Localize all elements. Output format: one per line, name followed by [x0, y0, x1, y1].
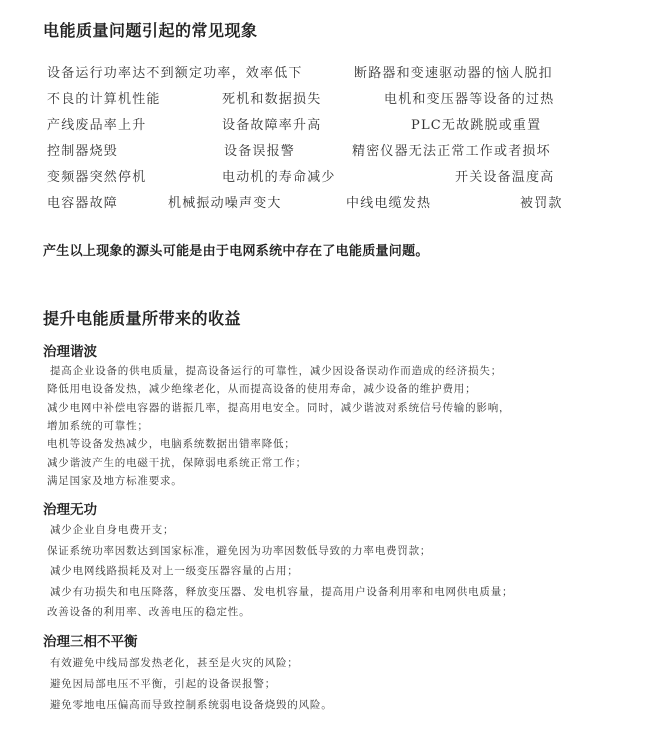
benefit-line: 减少电网线路损耗及对上一级变压器容量的占用； [50, 565, 299, 577]
summary-text: 产生以上现象的源头可能是由于电网系统中存在了电能质量问题。 [43, 244, 429, 259]
phenomenon-item: 不良的计算机性能 [47, 92, 161, 107]
benefit-line: 避免因局部电压不平衡，引起的设备误报警； [50, 678, 276, 690]
benefit-line: 减少企业自身电费开支； [50, 524, 175, 536]
benefit-line: 避免零地电压偏高而导致控制系统弱电设备烧毁的风险。 [50, 699, 333, 711]
section1-title: 电能质量问题引起的常见现象 [43, 21, 258, 40]
phenomenon-row [0, 62, 654, 82]
phenomenon-item: 开关设备温度高 [455, 170, 555, 185]
benefit-line: 降低用电设备发热，减少绝缘老化，从而提高设备的使用寿命，减少设备的维护费用； [47, 383, 477, 395]
group-heading-reactive: 治理无功 [43, 502, 97, 518]
phenomenon-item: 产线废品率上升 [47, 118, 147, 133]
benefit-line: 保证系统功率因数达到国家标准，避免因为功率因数低导致的力率电费罚款； [47, 545, 432, 557]
phenomenon-row [0, 88, 654, 108]
phenomenon-item: 精密仪器无法正常工作或者损坏 [352, 144, 551, 159]
group-heading-unbalance: 治理三相不平衡 [43, 634, 138, 650]
phenomenon-item: 被罚款 [520, 196, 563, 211]
phenomenon-item: 设备误报警 [224, 144, 296, 159]
benefit-line: 满足国家及地方标准要求。 [47, 475, 183, 487]
phenomenon-item: 电容器故障 [47, 196, 119, 211]
phenomenon-row [0, 140, 654, 160]
benefit-line: 有效避免中线局部发热老化，甚至是火灾的风险； [50, 657, 299, 669]
phenomenon-item: 设备运行功率达不到额定功率，效率低下 [47, 66, 303, 81]
benefit-line: 减少有功损失和电压降落，释放变压器、发电机容量，提高用户设备利用率和电网供电质量； [50, 586, 514, 598]
phenomenon-item: PLC无故跳脱或重置 [411, 118, 542, 133]
benefit-line: 电机等设备发热减少，电脑系统数据出错率降低； [47, 438, 296, 450]
phenomenon-item: 死机和数据损失 [222, 92, 322, 107]
phenomenon-item: 电机和变压器等设备的过热 [384, 92, 555, 107]
benefit-line: 提高企业设备的供电质量，提高设备运行的可靠性，减少因设备误动作而造成的经济损失； [50, 365, 502, 377]
phenomenon-row [0, 192, 654, 212]
benefit-line: 减少谐波产生的电磁干扰，保障弱电系统正常工作； [47, 457, 307, 469]
benefit-line: 减少电网中补偿电容器的谐振几率，提高用电安全。同时，减少谐波对系统信号传输的影响， [47, 402, 511, 414]
phenomenon-item: 断路器和变速驱动器的恼人脱扣 [354, 66, 553, 81]
phenomenon-item: 变频器突然停机 [47, 170, 147, 185]
phenomenon-item: 机械振动噪声变大 [168, 196, 282, 211]
benefit-line: 改善设备的利用率、改善电压的稳定性。 [47, 606, 251, 618]
phenomenon-row [0, 114, 654, 134]
benefit-line: 增加系统的可靠性； [47, 420, 149, 432]
group-heading-harmonics: 治理谐波 [43, 344, 97, 360]
phenomenon-item: 控制器烧毁 [47, 144, 119, 159]
phenomenon-item: 设备故障率升高 [222, 118, 322, 133]
phenomenon-row [0, 166, 654, 186]
phenomenon-item: 中线电缆发热 [346, 196, 432, 211]
section2-title: 提升电能质量所带来的收益 [43, 309, 242, 328]
phenomenon-item: 电动机的寿命减少 [222, 170, 336, 185]
